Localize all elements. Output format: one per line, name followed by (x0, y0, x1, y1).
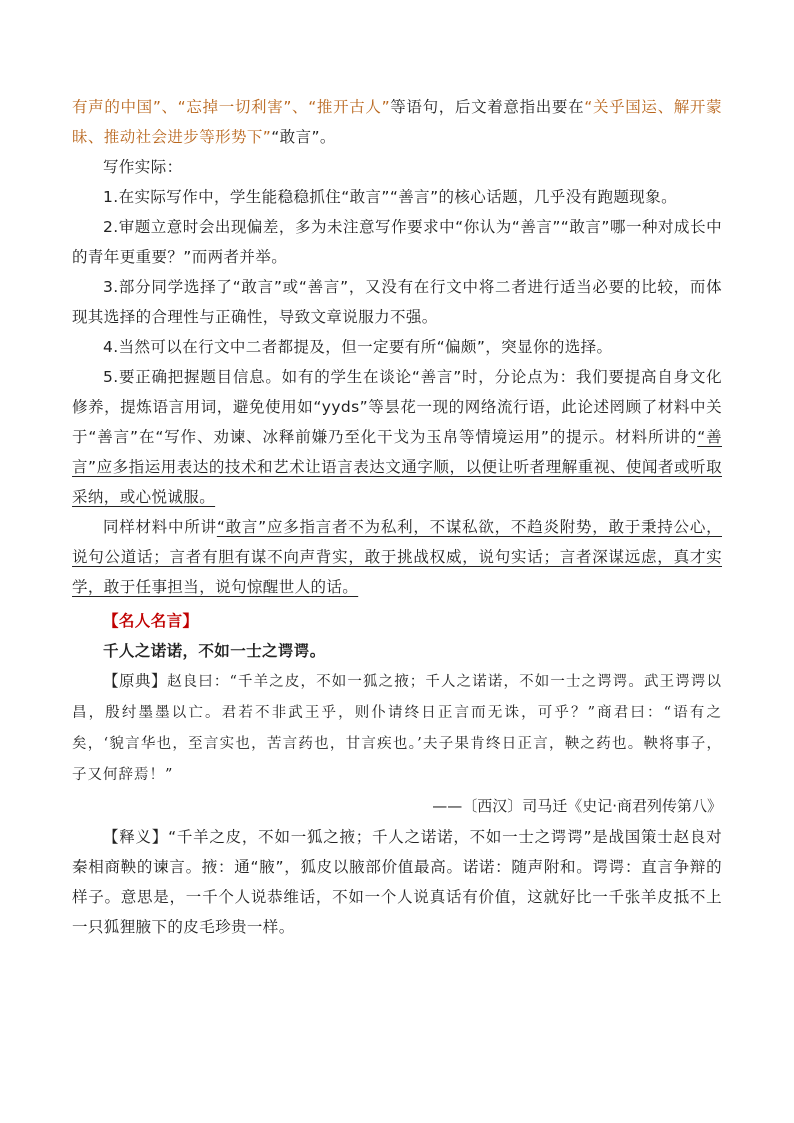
intro-paragraph (72, 92, 722, 152)
point-2: 2.审题立意时会出现偏差，多为未注意写作要求中“你认为“善言”“敢言”哪一种对成长中的青年更重要？”而两者并举。 (72, 218, 722, 266)
writing-heading: 写作实际： (103, 158, 183, 176)
point-6-text: 同样材料中所讲 (103, 518, 217, 536)
point-1: 1.在实际写作中，学生能稳稳抓住“敢言”“善言”的核心话题，几乎没有跑题现象。 (103, 188, 678, 206)
intro-text-2: “敢言”。 (271, 128, 336, 146)
intro-text-1: 等语句，后文着意指出要在 (390, 98, 585, 116)
quote-section-heading: 【名人名言】 (103, 612, 199, 630)
point-3: 3.部分同学选择了“敢言”或“善言”，又没有在行文中将二者进行适当必要的比较，而体现其选择的合理性与正确性，导致文章说服力不强。 (72, 278, 722, 326)
document-body (72, 92, 722, 942)
point-5 (72, 362, 722, 512)
point-5-underlined: “善言”应多指运用表达的技术和艺术让语言表达文通字顺，以便让听者理解重视、使闻者或听取采纳，或心悦诚服。 (72, 428, 722, 506)
meaning-label: 【释义】 (103, 828, 169, 846)
intro-highlight-2: “关乎国运、解开蒙昧、推动社会进步等形势下” (72, 98, 722, 146)
original-label: 【原典】 (103, 672, 168, 690)
point-4: 4.当然可以在行文中二者都提及，但一定要有所“偏颇”，突显你的选择。 (103, 338, 613, 356)
meaning-text: “千羊之皮，不如一狐之掖；千人之诺诺，不如一士之谔谔”是战国策士赵良对秦相商鞅的谏言。掖：通“腋”，狐皮以腋部价值最高。诺诺：随声附和。谔谔：直言争辩的样子。意思是，一千个人说恭维话，不如一个人说真话有价值，这就好比一千张羊皮抵不上一只狐狸腋下的皮毛珍贵一样。 (72, 828, 722, 936)
original-text: 赵良曰：“千羊之皮，不如一狐之掖；千人之诺诺，不如一士之谔谔。武王谔谔以昌，殷纣墨墨以亡。君若不非武王乎，则仆请终日正言而无诛，可乎？”商君曰：“语有之矣，‘貌言华也，至言实也，苦言药也，甘言疾也。’夫子果肯终日正言，鞅之药也。鞅将事子，子又何辞焉！” (72, 674, 722, 783)
point-6-underlined: “敢言”应多指言者不为私利，不谋私欲，不趋炎附势，敢于秉持公心，说句公道话；言者有胆有谋不向声背实，敢于挑战权威，说句实话；言者深谋远虑，真才实学，敢于任事担当，说句惊醒世人的话。 (72, 518, 722, 596)
famous-quote: 千人之诺诺，不如一士之谔谔。 (103, 642, 326, 660)
meaning-paragraph (72, 822, 722, 942)
point-5-text: 5.要正确把握题目信息。如有的学生在谈论“善言”时，分论点为：我们要提高自身文化修养，提炼语言用词，避免使用如“yyds”等昙花一现的网络流行语，此论述罔顾了材料中关于“善言”在“写作、劝谏、冰释前嫌乃至化干戈为玉帛等情境运用”的提示。材料所讲的 (72, 368, 722, 446)
intro-highlight-1: 有声的中国”、“忘掉一切利害”、“推开古人” (72, 98, 390, 116)
original-paragraph (72, 666, 722, 790)
point-6 (72, 512, 722, 602)
quote-source: ——〔西汉〕司马迁《史记·商君列传第八》 (432, 797, 722, 815)
